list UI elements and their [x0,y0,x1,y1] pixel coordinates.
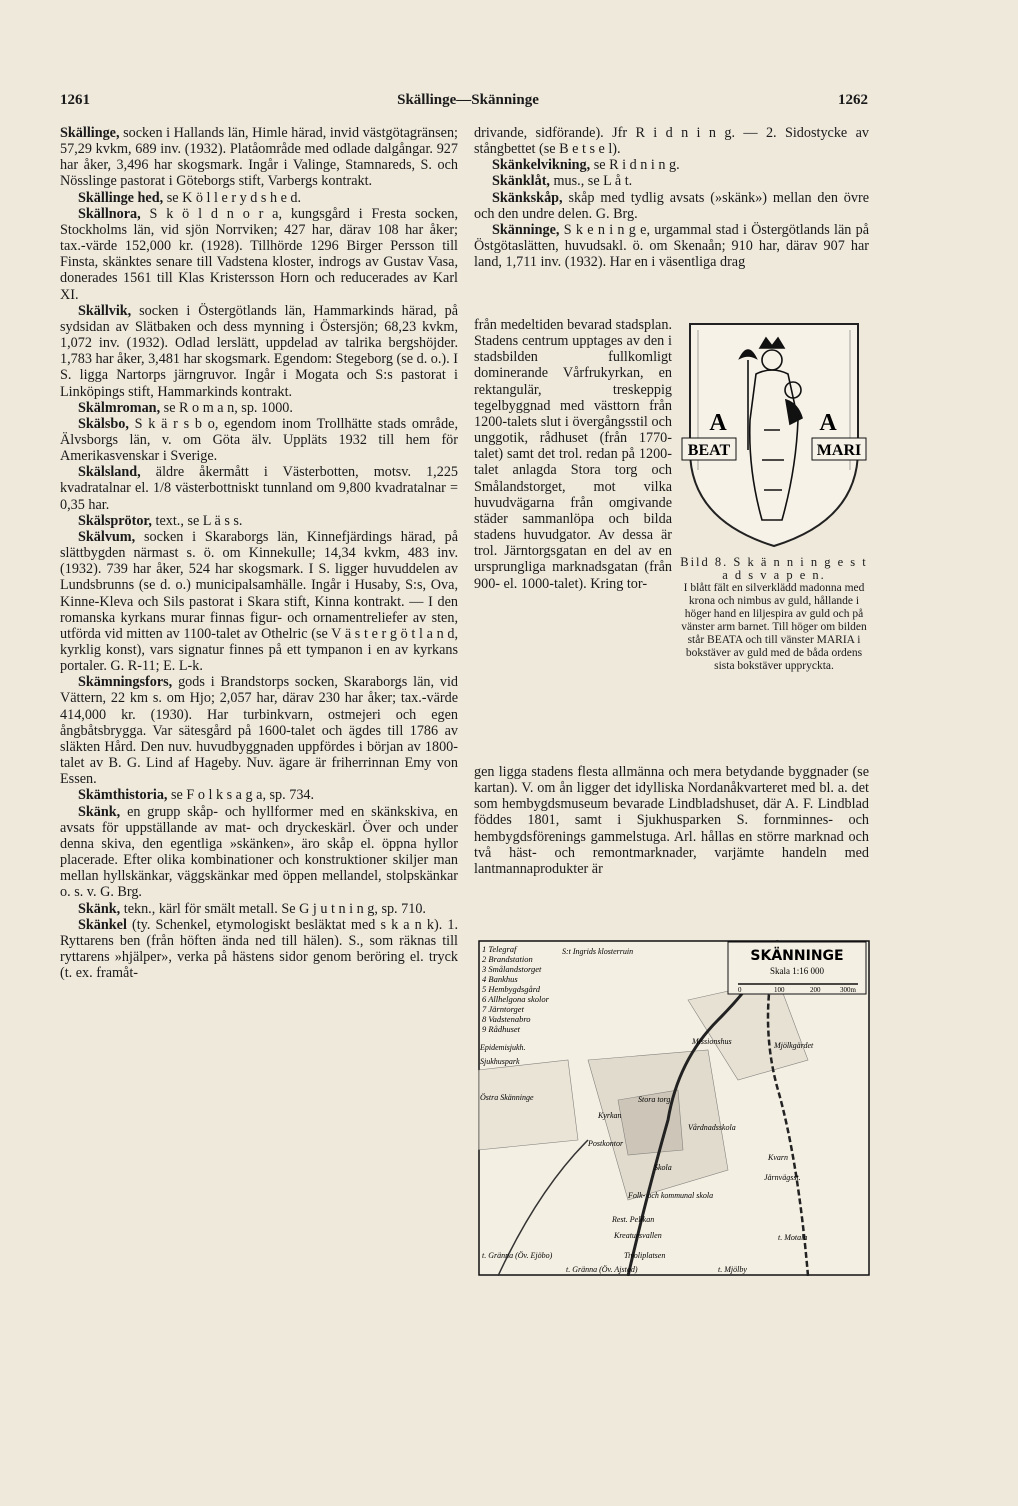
svg-text:5 Hembygdsgård: 5 Hembygdsgård [482,984,540,994]
entry: Skälsbo, S k ä r s b o, egendom inom Trollhätte stads område, Älvsborgs län, v. om Göta älv. Uppläts 1932 till hem för Amerikasvenskar i Sverige. [60,415,459,465]
svg-text:Mjölkgärdet: Mjölkgärdet [774,1041,814,1050]
svg-text:Kyrkan: Kyrkan [598,1111,622,1120]
entry: Skänkskåp, skåp med tydlig avsats (»skänk») mellan den övre och den undre delen. G. Brg. [474,189,870,222]
entry: Skällinge hed, se K ö l l e r y d s h e d. [78,189,302,206]
svg-text:S:t Ingrids klosterruin: S:t Ingrids klosterruin [562,947,634,956]
coat-of-arms-illustration [678,320,870,550]
svg-text:Kvarn: Kvarn [768,1153,788,1162]
svg-text:Rest. Pelikan: Rest. Pelikan [612,1215,655,1224]
entry: Skänk, tekn., kärl för smält metall. Se G j u t n i n g, sp. 710. [78,900,426,917]
svg-text:7 Järntorget: 7 Järntorget [482,1004,524,1014]
svg-text:8 Vadstenabro: 8 Vadstenabro [482,1014,531,1024]
svg-text:4 Bankhus: 4 Bankhus [482,974,518,984]
map-scale: Skala 1:16 000 [770,966,824,976]
svg-text:Östra Skänninge: Östra Skänninge [480,1093,534,1102]
svg-text:Tivoliplatsen: Tivoliplatsen [624,1251,666,1260]
svg-text:t. Gränna (Öv. Ajstad): t. Gränna (Öv. Ajstad) [566,1265,638,1274]
svg-text:Folk- och kommunal skola: Folk- och kommunal skola [628,1191,714,1200]
svg-text:6 Allhelgona skolor: 6 Allhelgona skolor [482,994,549,1004]
town-map [478,940,870,1276]
svg-text:t. Mjölby: t. Mjölby [718,1265,747,1274]
svg-text:200: 200 [810,986,821,994]
entry: Skälsprötor, text., se L ä s s. [78,512,243,529]
page-number-left: 1261 [60,92,90,108]
right-column-top [474,125,869,270]
svg-text:t. Motala: t. Motala [778,1233,808,1242]
svg-text:0: 0 [738,986,742,994]
svg-text:Missionshus: Missionshus [692,1037,732,1046]
svg-text:3 Smålandstorget: 3 Smålandstorget [482,964,542,974]
svg-text:1 Telegraf: 1 Telegraf [482,944,517,954]
entry: Skämningsfors, gods i Brandstorps socken, Skaraborgs län, vid Vättern, 22 km s. om Hjo; 2,057 har, därav 230 har åker; tax.-värde 414,000 kr. (1930). Har turbinkvarn, ostmejeri och egen ångbåtsbrygga. Var sätesgård på 1600-talet och ägdes till 1786 av släkten Hård. Den nuv. huvudbyggnaden uppfördes i början av 1800-talet av B. G. Lind af Hageby. Nuv. ägare är friherrinnan Emy von Essen. [60,674,459,788]
svg-text:Postkontor: Postkontor [588,1139,624,1148]
entry: Skällvik, socken i Östergötlands län, Hammarkinds härad, på sydsidan av Slätbaken och dess mynning i Östersjön; 68,23 kvkm, 1,072 inv. (1932). Odlad lerslätt, uppdelad av talrika bergshöjder. 1,783 har åker, 3,481 har skogsmark. Egendom: Stegeborg (se d. o.). I S. ligga Nartorps järngruvor. Ingår i Mogata och S:s pastorat i Linköpings stift, Hammarkinds kontrakt. [60,302,459,400]
entry: Skälsland, äldre åkermått i Västerbotten, motsv. 1,225 kvadratalnar el. 1/8 västerbottniskt tunnland om 9,800 kvadratalnar = 0,35 har. [60,464,459,513]
entry: Skälvum, socken i Skaraborgs län, Kinnefjärdings härad, på slättbygden närmast s. ö. om Kinnekulle; 14,34 kvkm, 483 inv. (1932). 739 har åker, 524 har skogsmark. I S. ligger huvuddelen av Lundsbrunns (se d. o.) municipalsamhälle. Ingår i Husaby, S:s, Ova, Kinne-Kleva och Sils pastorat i Skara stift, Kinna kontrakt. — I den romanska kyrkans murar finnas figur- och ornamentreliefer av sten, utförda vid mitten av 1100-talet av Othelric (se V ä s t e r g ö t l a n d, kyrklig konst), vars signatur finnes på ett tympanon i en av kyrkans portaler. G. R-11; E. L-k. [60,528,459,675]
svg-text:Vårdnadsskola: Vårdnadsskola [688,1123,736,1132]
map-title: SKÄNNINGE [750,948,844,964]
svg-text:t. Gränna (Öv. Ejöbo): t. Gränna (Öv. Ejöbo) [482,1251,553,1260]
svg-text:9 Rådhuset: 9 Rådhuset [482,1024,521,1034]
entry: Skänninge, S k e n i n g e, urgammal stad i Östergötlands län på Östgötaslätten, huvudsakl. ö. om Skenaån; 910 har, därav 907 har land, 1,711 inv. (1932). Har en i väsentliga drag [474,221,869,271]
caption-title: Bild 8. S k ä n n i n g e s t a d s v a p e n. [680,555,868,582]
entry: Skänk, en grupp skåp- och hyllformer med en skänkskiva, en avsats för uppställande av mat- och dryckeskärl. Över och under denna skiva, den egentliga »skänken», äro skåp el. öppna hyllor placerade. Efter olika kombinationer och konstruktioner skiljer man mellan hyllskänkar, väggskänkar med öppen mellandel, stolpskänkar o. s. v. G. Brg. [60,803,459,901]
figure-caption [676,556,872,673]
entry: Skällnora, S k ö l d n o r a, kungsgård i Fresta socken, Stockholms län, vid sjön Norrviken; 427 har, därav 108 har åker; tax.-värde 152,000 kr. (1928). Tillhörde 1296 Birger Persson till Finsta, skänktes senare till Vadstena kloster, indrogs av Gustav Vasa, donerades 1561 till Klas Kristersson Horn och reducerades av Karl XI. [60,205,458,303]
left-column [60,125,458,981]
svg-text:300m: 300m [840,986,856,994]
running-header [60,92,868,116]
entry-continued: från medeltiden bevarad stadsplan. Stadens centrum upptages av den i stadsbilden fullkomligt dominerande Vårfrukyrkan, en rektangulär, treskeppig tegelbyggnad med västtorn från 1200-talets slut i övergångsstil och unggotik, rådhuset (från 1770-talet) samt det trol. redan på 1200-talet anlagda Stora torg och Smålandstorget, mot vilka huvudvägarna från omgivande städer sammanlöpa och bilda stadens huvudgator. Av dessa är trol. Järntorgsgatan en del av en ursprungliga marknadsgatan (från 900- el. 1000-talet). Kring tor- [474,317,672,592]
svg-text:Sjukhuspark: Sjukhuspark [480,1057,520,1066]
right-column-bottom [474,764,869,877]
entry-continued: gen ligga stadens flesta allmänna och mera betydande byggnader (se kartan). V. om ån ligger det idylliska Nordanåkvarteret med bl. a. det som hembygdsmuseum bevarade Lindbladshuset, där A. F. Lindblad föddes 1801, samt i Sjukhusparken S. fornminnes- och hembygdsförenings gammelstuga. Arl. hållas en större marknad och två häst- och remontmarknader, varjämte handeln med lantmannaprodukter är [474,764,869,877]
right-column-narrow [474,317,672,592]
entry: drivande, sidförande). Jfr R i d n i n g. — 2. Sidostycke av stångbettet (se B e t s e l). [474,125,869,158]
header-title: Skällinge—Skänninge [397,92,539,108]
entry: Skällinge, socken i Hallands län, Himle härad, invid västgötagränsen; 57,29 kvkm, 689 inv. (1932). Platåområde med odlade dalgångar. 927 har åker, 3,496 har skogsmark. Ingår i Valinge, Stamnareds, S. och Nösslinge pastorat i Göteborgs stift, Varbergs kontrakt. [60,125,458,190]
svg-text:100: 100 [774,986,785,994]
arms-letter-left: A [709,410,727,436]
entry: Skänkel (ty. Schenkel, etymologiskt besläktat med s k a n k). 1. Ryttarens ben (från höften ända ned till hälen). S., som räknas till ryttarens »hjälper», verka på hästens sidor genom beröring el. tryck (t. ex. framåt- [60,916,458,982]
svg-text:Epidemisjukh.: Epidemisjukh. [480,1043,526,1052]
entry: Skänkelvikning, se R i d n i n g. [492,157,680,174]
entry: Skälmroman, se R o m a n, sp. 1000. [78,399,293,416]
arms-word-right: MARI [816,442,862,459]
arms-word-left: BEAT [687,442,731,459]
svg-text:Stora torg: Stora torg [638,1095,671,1104]
svg-text:Skola: Skola [654,1163,672,1172]
arms-letter-right: A [819,410,837,436]
svg-text:2 Brandstation: 2 Brandstation [482,954,533,964]
entry: Skänklåt, mus., se L å t. [492,173,633,190]
svg-text:Kreatursvallen: Kreatursvallen [614,1231,662,1240]
caption-text: I blått fält en silverklädd madonna med krona och nimbus av guld, hållande i höger hand en liljespira av guld och på vänster arm barnet. Till höger om bilden står BEATA och till vänster MARIA i bokstäver av guld med de båda ordens sista bokstäver uppryckta. [681,582,867,672]
page-number-right: 1262 [838,92,868,108]
svg-text:Järnvägsst.: Järnvägsst. [764,1173,801,1182]
entry: Skämthistoria, se F o l k s a g a, sp. 734. [78,787,315,804]
